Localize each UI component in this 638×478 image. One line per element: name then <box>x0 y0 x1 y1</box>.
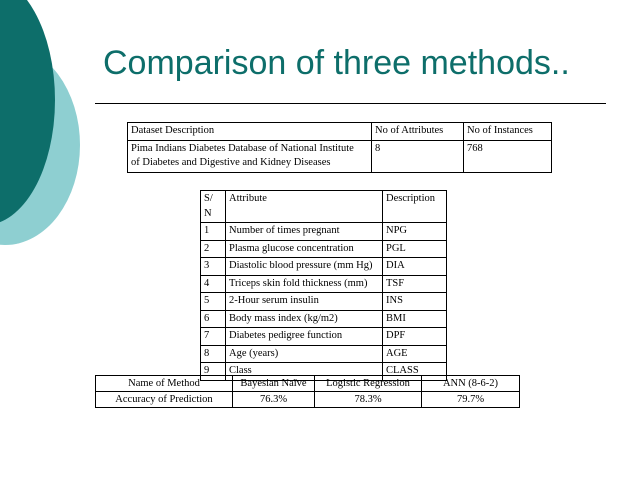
slide-title: Comparison of three methods.. <box>103 44 570 82</box>
description-cell: TSF <box>383 275 447 293</box>
table-row <box>201 293 447 311</box>
attribute-cell: Diastolic blood pressure (mm Hg) <box>226 258 383 276</box>
dataset-description-line: of Diabetes and Digestive and Kidney Diseases <box>131 157 331 168</box>
title-divider <box>95 103 606 104</box>
dataset-table <box>127 122 552 173</box>
header-no-of-attributes: No of Attributes <box>372 123 464 141</box>
description-cell: NPG <box>383 223 447 241</box>
sn-cell: 6 <box>201 310 226 328</box>
sn-cell: 7 <box>201 328 226 346</box>
attribute-cell: Diabetes pedigree function <box>226 328 383 346</box>
attribute-cell: Age (years) <box>226 345 383 363</box>
header-dataset-description: Dataset Description <box>128 123 372 141</box>
table-row <box>201 310 447 328</box>
table-row <box>201 258 447 276</box>
header-attribute: Attribute <box>226 191 383 223</box>
description-cell: INS <box>383 293 447 311</box>
instances-count-cell: 768 <box>464 140 552 172</box>
header-name-of-method: Name of Method <box>96 376 233 392</box>
table-row <box>201 223 447 241</box>
header-logistic-regression: Logistic Regression <box>315 376 422 392</box>
description-cell: DIA <box>383 258 447 276</box>
description-cell: DPF <box>383 328 447 346</box>
table-header-row <box>128 123 552 141</box>
sn-cell: 2 <box>201 240 226 258</box>
sn-cell: 1 <box>201 223 226 241</box>
header-ann: ANN (8-6-2) <box>422 376 520 392</box>
table-row <box>128 140 552 172</box>
table-row <box>201 275 447 293</box>
ann-accuracy-cell: 79.7% <box>422 392 520 408</box>
attribute-cell: Number of times pregnant <box>226 223 383 241</box>
description-cell: BMI <box>383 310 447 328</box>
table-header-row <box>201 191 447 223</box>
table-header-row <box>96 376 520 392</box>
sn-cell: 5 <box>201 293 226 311</box>
description-cell: AGE <box>383 345 447 363</box>
attribute-cell: Plasma glucose concentration <box>226 240 383 258</box>
header-sn-line: N <box>204 207 212 219</box>
table-row <box>96 392 520 408</box>
accuracy-label-cell: Accuracy of Prediction <box>96 392 233 408</box>
dataset-description-cell <box>128 140 372 172</box>
sn-cell: 3 <box>201 258 226 276</box>
attribute-cell: 2-Hour serum insulin <box>226 293 383 311</box>
header-no-of-instances: No of Instances <box>464 123 552 141</box>
description-cell: CLASS <box>383 363 447 381</box>
header-description: Description <box>383 191 447 223</box>
attribute-cell: Class <box>226 363 383 381</box>
header-sn-line: S/ <box>204 193 213 204</box>
description-cell: PGL <box>383 240 447 258</box>
bayesian-accuracy-cell: 76.3% <box>233 392 315 408</box>
table-row <box>201 328 447 346</box>
logistic-accuracy-cell: 78.3% <box>315 392 422 408</box>
table-row <box>201 345 447 363</box>
dataset-description-line: Pima Indians Diabetes Database of National Institute <box>131 142 354 154</box>
attributes-count-cell: 8 <box>372 140 464 172</box>
header-sn <box>201 191 226 223</box>
sn-cell: 8 <box>201 345 226 363</box>
method-comparison-table <box>95 375 520 408</box>
sn-cell: 9 <box>201 363 226 381</box>
sn-cell: 4 <box>201 275 226 293</box>
attribute-cell: Body mass index (kg/m2) <box>226 310 383 328</box>
header-bayesian-naive: Bayesian Naïve <box>233 376 315 392</box>
attribute-table <box>200 190 447 381</box>
attribute-cell: Triceps skin fold thickness (mm) <box>226 275 383 293</box>
table-row <box>201 240 447 258</box>
